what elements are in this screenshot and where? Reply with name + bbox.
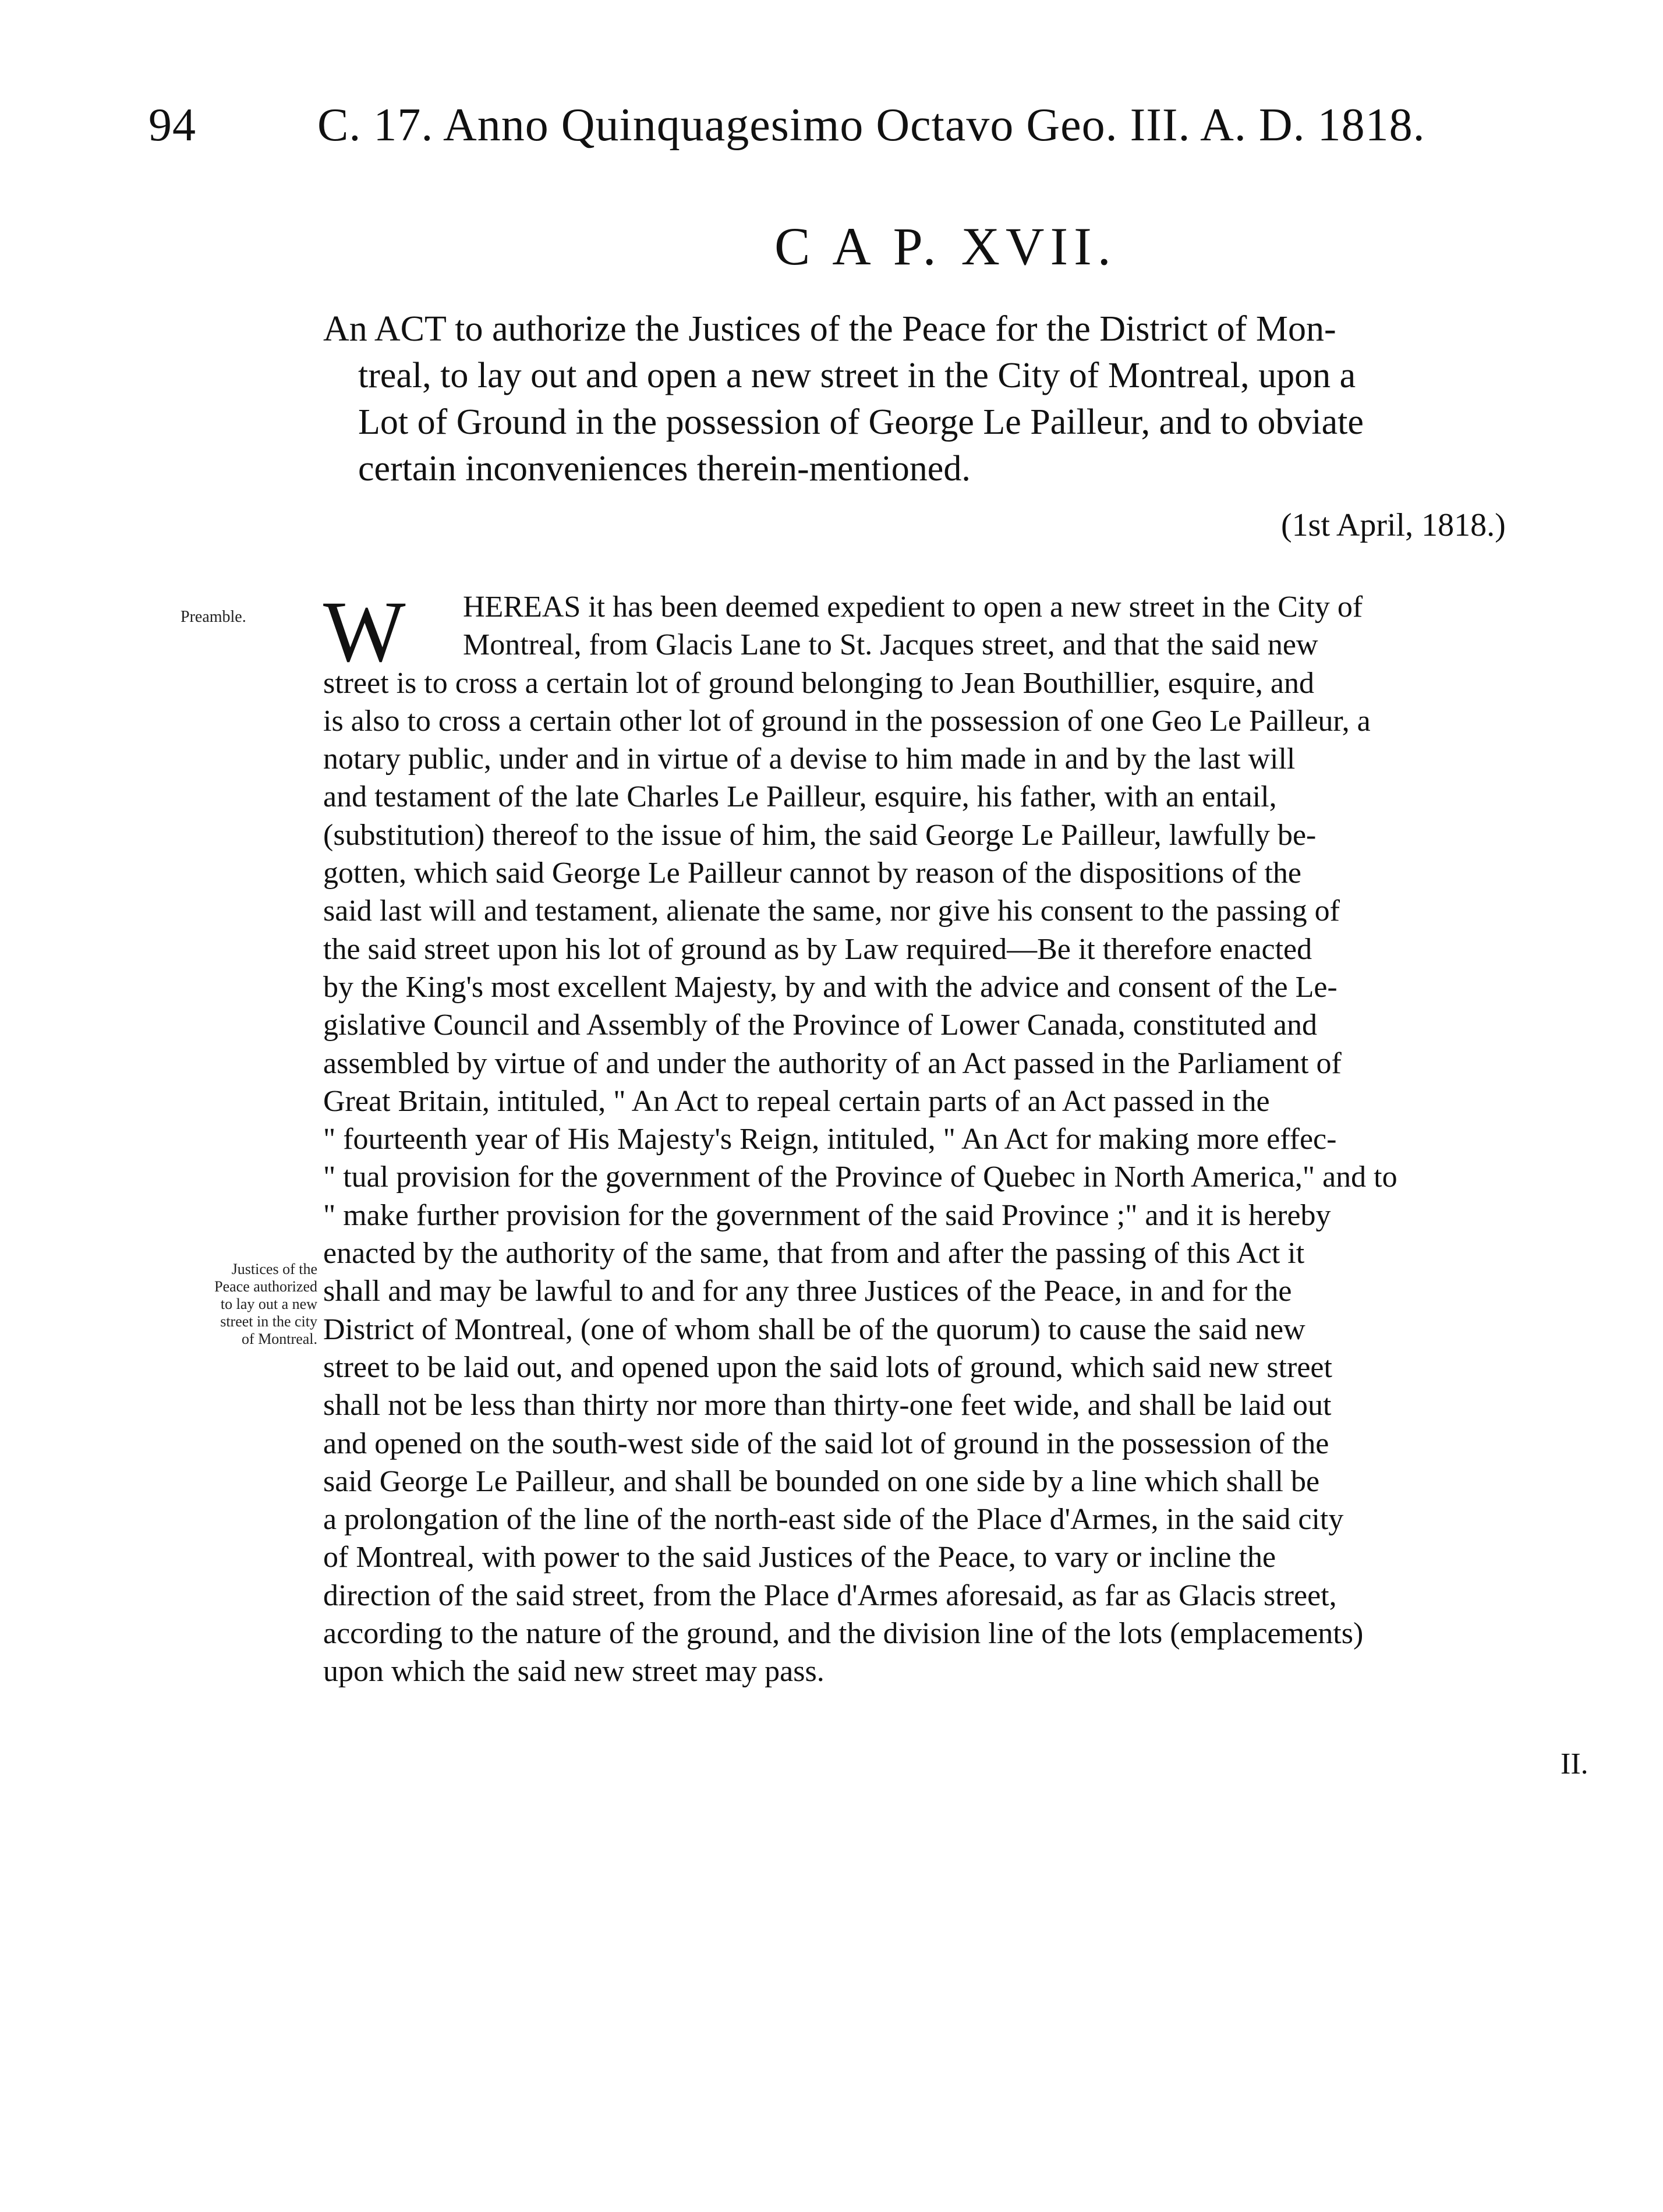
catchword: II. <box>1561 1747 1588 1781</box>
chapter-heading: C A P. XVII. <box>774 217 1117 276</box>
running-head-text: C. 17. Anno Quinquagesimo Octavo Geo. III. A. D. 1818. <box>317 100 1425 151</box>
running-head <box>148 93 1616 157</box>
body-line: upon which the said new street may pass. <box>323 1655 825 1689</box>
body-line: Montreal, from Glacis Lane to St. Jacques street, and that the said new <box>463 628 1318 662</box>
body-line: by the King's most excellent Majesty, by and with the advice and consent of the Le- <box>323 970 1338 1004</box>
margin-note-line: of Montreal. <box>242 1330 317 1347</box>
body-line: shall not be less than thirty nor more than thirty-one feet wide, and shall be laid out <box>323 1389 1332 1422</box>
body-line: and testament of the late Charles Le Pailleur, esquire, his father, with an entail, <box>323 780 1277 814</box>
body-line: District of Montreal, (one of whom shall be of the quorum) to cause the said new <box>323 1312 1305 1346</box>
body-line: " fourteenth year of His Majesty's Reign, intituled, " An Act for making more effec- <box>323 1123 1337 1156</box>
margin-note-line: Justices of the <box>231 1261 317 1277</box>
preamble-body <box>323 583 1610 1691</box>
body-line: HEREAS it has been deemed expedient to open a new street in the City of <box>463 590 1363 624</box>
act-title-line: treal, to lay out and open a new street in the City of Montreal, upon a <box>358 356 1356 395</box>
body-line: Great Britain, intituled, " An Act to repeal certain parts of an Act passed in the <box>323 1084 1270 1118</box>
margin-note-justices <box>160 1261 317 1348</box>
body-line: shall and may be lawful to and for any three Justices of the Peace, in and for the <box>323 1275 1292 1308</box>
body-line: gotten, which said George Le Pailleur cannot by reason of the dispositions of the <box>323 857 1301 890</box>
margin-note-line: Peace authorized <box>214 1278 317 1295</box>
act-title-line: Lot of Ground in the possession of George Le Pailleur, and to obviate <box>358 402 1364 442</box>
body-line: a prolongation of the line of the north-east side of the Place d'Armes, in the said city <box>323 1503 1344 1537</box>
page-number: 94 <box>148 100 196 151</box>
body-line: is also to cross a certain other lot of ground in the possession of one Geo Le Pailleur, a <box>323 704 1371 738</box>
body-line: enacted by the authority of the same, that from and after the passing of this Act it <box>323 1237 1305 1270</box>
body-line: street is to cross a certain lot of ground belonging to Jean Bouthillier, esquire, and <box>323 666 1314 700</box>
margin-note-line: to lay out a new <box>220 1296 317 1312</box>
act-title <box>323 306 1604 492</box>
body-line: of Montreal, with power to the said Justices of the Peace, to vary or incline the <box>323 1541 1276 1574</box>
drop-cap: W <box>323 583 406 680</box>
body-line: " tual provision for the government of the Province of Quebec in North America," and to <box>323 1160 1397 1194</box>
body-line: (substitution) thereof to the issue of him, the said George Le Pailleur, lawfully be- <box>323 818 1317 852</box>
act-title-line: An ACT to authorize the Justices of the Peace for the District of Mon- <box>323 309 1336 349</box>
body-line: gislative Council and Assembly of the Province of Lower Canada, constituted and <box>323 1008 1317 1042</box>
enactment-date: (1st April, 1818.) <box>1281 507 1506 543</box>
body-line: notary public, under and in virtue of a devise to him made in and by the last will <box>323 742 1296 776</box>
body-line: and opened on the south-west side of the said lot of ground in the possession of the <box>323 1427 1329 1460</box>
body-line: " make further provision for the government of the said Province ;" and it is hereby <box>323 1198 1331 1232</box>
body-line: according to the nature of the ground, and the division line of the lots (emplacements) <box>323 1617 1364 1651</box>
margin-note-line: street in the city <box>220 1313 317 1330</box>
act-title-line: certain inconveniences therein-mentioned. <box>358 449 971 489</box>
body-line: the said street upon his lot of ground as by Law required—Be it therefore enacted <box>323 932 1312 966</box>
body-line: street to be laid out, and opened upon the said lots of ground, which said new street <box>323 1350 1332 1384</box>
body-line: direction of the said street, from the Place d'Armes aforesaid, as far as Glacis street, <box>323 1579 1337 1612</box>
body-line: said George Le Pailleur, and shall be bounded on one side by a line which shall be <box>323 1464 1320 1498</box>
margin-note-preamble: Preamble. <box>181 608 246 626</box>
body-line: said last will and testament, alienate the same, nor give his consent to the passing of <box>323 894 1340 928</box>
body-line: assembled by virtue of and under the authority of an Act passed in the Parliament of <box>323 1046 1342 1080</box>
